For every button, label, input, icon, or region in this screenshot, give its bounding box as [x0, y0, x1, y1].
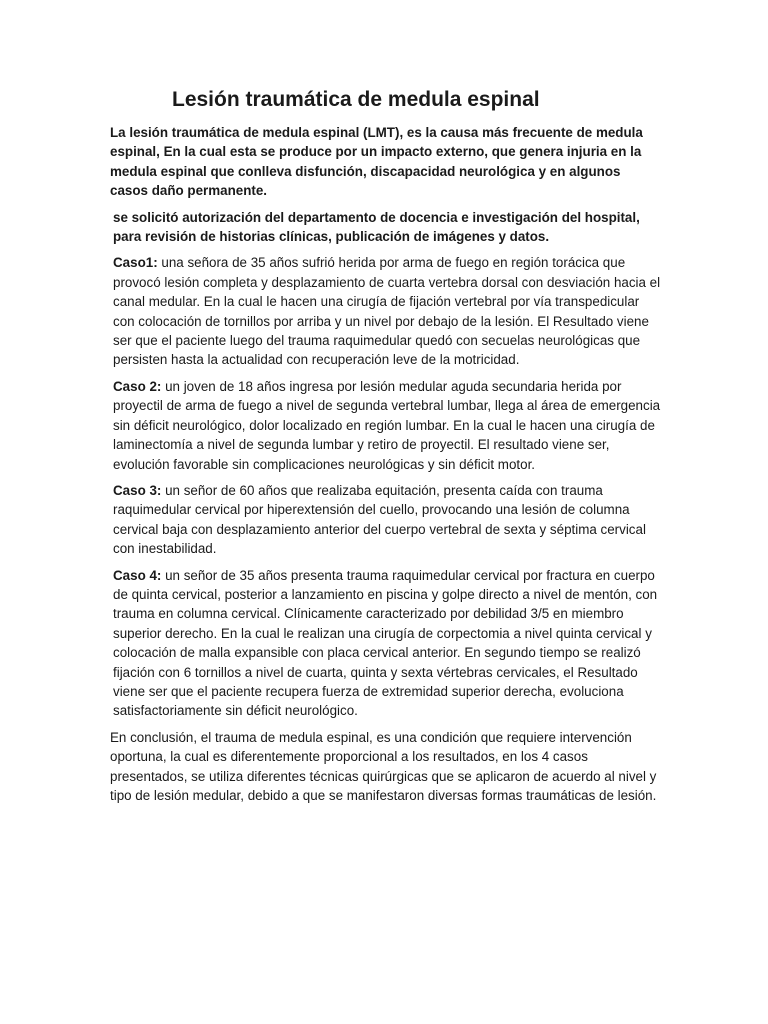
- case-3-paragraph: [110, 481, 662, 559]
- document-title: Lesión traumática de medula espinal: [172, 88, 540, 111]
- document-body: [110, 123, 662, 812]
- case-3-text: un señor de 60 años que realizaba equitación, presenta caída con trauma raquimedular cervical por hiperextensión del cuello, provocando una lesión de columna cervical baja con desplazamiento anterior del cuerpo vertebral de sexta y séptima cervical con inestabilidad.: [113, 482, 646, 557]
- case-2-label: Caso 2:: [113, 378, 162, 394]
- conclusion-paragraph: En conclusión, el trauma de medula espinal, es una condición que requiere intervención oportuna, la cual es diferentemente proporcional a los resultados, en los 4 casos presentados, se utiliza diferentes técnicas quirúrgicas que se aplicaron de acuerdo al nivel y tipo de lesión medular, debido a que se manifestaron diversas formas traumáticas de lesión.: [110, 729, 657, 803]
- case-4-paragraph: [110, 566, 662, 721]
- case-2-text: un joven de 18 años ingresa por lesión medular aguda secundaria herida por proyectil de arma de fuego a nivel de segunda vertebral lumbar, llega al área de emergencia sin déficit neurológico, dolor localizado en región lumbar. En la cual le hacen una cirugía de laminectomía a nivel de segunda lumbar y retiro de proyectil. El resultado viene ser, evolución favorable sin complicaciones neurológicas y sin déficit motor.: [113, 378, 661, 472]
- case-1-text: una señora de 35 años sufrió herida por arma de fuego en región torácica que provocó lesión completa y desplazamiento de cuarta vertebra dorsal con desviación hacia el canal medular. En la cual le hacen una cirugía de fijación vertebral por vía transpedicular con colocación de tornillos por arriba y un nivel por debajo de la lesión. El Resultado viene ser que el paciente luego del trauma raquimedular quedó con secuelas neurológicas que persisten hasta la actualidad con recuperación leve de la motricidad.: [113, 255, 661, 368]
- authorization-paragraph: se solicitó autorización del departamento de docencia e investigación del hospital, para revisión de historias clínicas, publicación de imágenes y datos.: [113, 209, 640, 245]
- case-3-label: Caso 3:: [113, 482, 162, 498]
- case-1-label: Caso1:: [113, 255, 158, 271]
- case-2-paragraph: [110, 377, 662, 474]
- case-4-text: un señor de 35 años presenta trauma raquimedular cervical por fractura en cuerpo de quinta cervical, posterior a lanzamiento en piscina y golpe directo a nivel de mentón, con trauma en columna cervical. Clínicamente caracterizado por debilidad 3/5 en miembro superior derecho. En la cual le realizan una cirugía de corpectomia a nivel quinta cervical y colocación de malla expansible con placa cervical anterior. En segundo tiempo se realizó fijación con 6 tornillos a nivel de cuarta, quinta y sexta vértebras cervicales, el Resultado viene ser que el paciente recupera fuerza de extremidad superior derecha, evoluciona satisfactoriamente sin déficit neurológico.: [113, 567, 658, 719]
- intro-paragraph: La lesión traumática de medula espinal (LMT), es la causa más frecuente de medula espinal, En la cual esta se produce por un impacto externo, que genera injuria en la medula espinal que conlleva disfunción, discapacidad neurológica y en algunos casos daño permanente.: [110, 125, 643, 199]
- case-4-label: Caso 4:: [113, 567, 162, 583]
- case-1-paragraph: [110, 253, 662, 369]
